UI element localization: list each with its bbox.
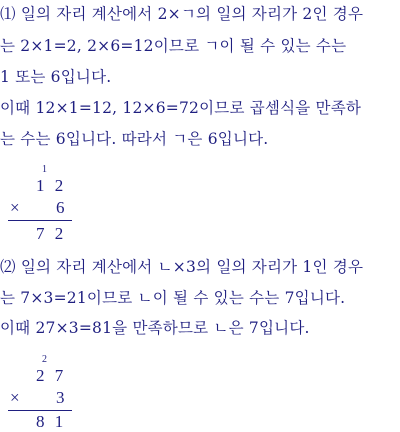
part1-line-1: ⑴ 일의 자리 계산에서 2×ㄱ의 일의 자리가 2인 경우 [0,5,364,23]
part1-line-2: 는 2×1=2, 2×6=12이므로 ㄱ이 될 수 있는 수는 [0,37,347,55]
part2-product: 8 1 [36,412,67,431]
part1-carry-digit: 1 [42,164,47,175]
part2-multiplicand: 2 7 [36,366,67,385]
part1-line-4: 이때 12×1=12, 12×6=72이므로 곱셈식을 만족하 [0,99,362,117]
part1-calc-rule [8,220,72,221]
part1-line-3: 1 또는 6입니다. [0,68,112,86]
part1-multiplicand: 1 2 [36,176,67,195]
part2-carry-digit: 2 [42,354,47,365]
part1-multiplier: 6 [56,198,68,217]
part2-multiply-sign: × [10,388,23,407]
part2-calc-rule [8,410,72,411]
part1-line-5: 는 수는 6입니다. 따라서 ㄱ은 6입니다. [0,130,269,148]
part1-product: 7 2 [36,224,67,243]
part1-multiply-sign: × [10,198,23,217]
part2-line-3: 이때 27×3=81을 만족하므로 ㄴ은 7입니다. [0,319,310,337]
part2-multiplier: 3 [56,388,68,407]
part2-line-2: 는 7×3=21이므로 ㄴ이 될 수 있는 수는 7입니다. [0,289,346,307]
part2-line-1: ⑵ 일의 자리 계산에서 ㄴ×3의 일의 자리가 1인 경우 [0,258,364,276]
